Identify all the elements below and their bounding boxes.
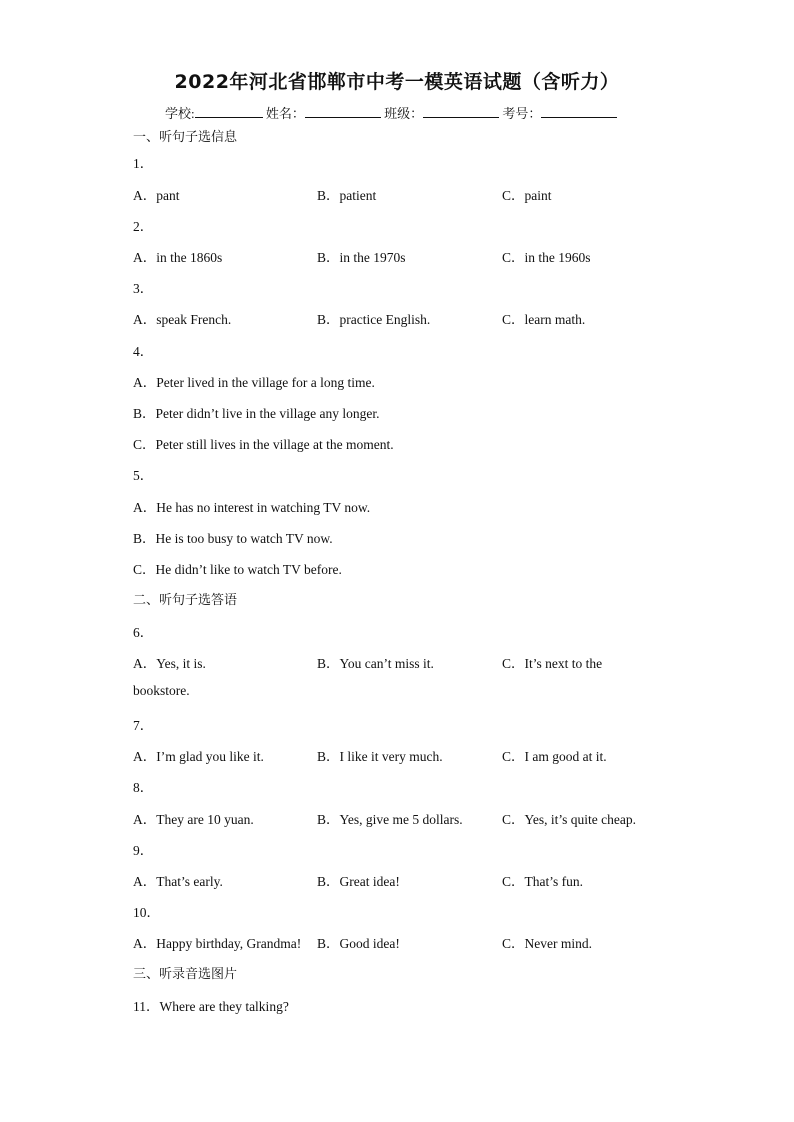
question-number: 9． [133, 843, 154, 858]
section-heading: 二、听句子选答语 [133, 593, 238, 608]
option-c: C．Yes, it’s quite cheap. [502, 812, 636, 827]
option-b: B．Great idea! [317, 874, 400, 889]
option-b: B．in the 1970s [317, 250, 406, 265]
question-number: 6． [133, 625, 154, 640]
question-text: Where are they talking? [159, 999, 289, 1014]
option-a: A．That’s early. [133, 874, 223, 889]
section-heading: 三、听录音选图片 [133, 967, 238, 982]
student-info-line [165, 103, 617, 122]
option-a: A．I’m glad you like it. [133, 749, 264, 764]
option-b: B．I like it very much. [317, 749, 443, 764]
option-b: B．Yes, give me 5 dollars. [317, 812, 463, 827]
exam-number-blank[interactable] [541, 104, 617, 118]
option-a: A．speak French. [133, 312, 232, 327]
page-title: 2022年河北省邯郸市中考一模英语试题（含听力） [174, 71, 620, 93]
option-b: B．You can’t miss it. [317, 656, 434, 671]
option-a: A．in the 1860s [133, 250, 223, 265]
option-c-continued: bookstore. [133, 683, 190, 698]
question-number: 10． [133, 905, 160, 920]
question-number: 2． [133, 219, 154, 234]
option-b: B．He is too busy to watch TV now. [133, 531, 333, 546]
option-b: B．Good idea! [317, 936, 400, 951]
option-a: A．Happy birthday, Grandma! [133, 936, 302, 951]
option-b: B．patient [317, 188, 377, 203]
option-b: B．Peter didn’t live in the village any longer. [133, 406, 380, 421]
option-c: C．Never mind. [502, 936, 592, 951]
question-number: 4． [133, 344, 154, 359]
question-number: 3． [133, 281, 154, 296]
class-label: 班级： [384, 106, 424, 121]
option-c: C．It’s next to the [502, 656, 603, 671]
class-blank[interactable] [423, 104, 499, 118]
option-c: C．I am good at it. [502, 749, 607, 764]
question-number: 1． [133, 156, 154, 171]
option-c: C．He didn’t like to watch TV before. [133, 562, 342, 577]
question-number: 7． [133, 718, 154, 733]
option-a: A．They are 10 yuan. [133, 812, 254, 827]
option-c: C．paint [502, 188, 552, 203]
question-number: 5． [133, 468, 154, 483]
option-c: C．That’s fun. [502, 874, 583, 889]
question-number: 11． [133, 999, 160, 1014]
option-a: A．pant [133, 188, 180, 203]
option-c: C．Peter still lives in the village at the moment. [133, 437, 394, 452]
question-number: 8． [133, 780, 154, 795]
school-label: 学校: [165, 106, 195, 121]
option-c: C．learn math. [502, 312, 586, 327]
name-label: 姓名： [265, 106, 305, 121]
question-item [133, 995, 289, 1015]
option-a: A．Yes, it is. [133, 656, 206, 671]
option-a: A．Peter lived in the village for a long time. [133, 375, 375, 390]
option-a: A．He has no interest in watching TV now. [133, 500, 371, 515]
exam-number-label: 考号： [502, 106, 542, 121]
option-c: C．in the 1960s [502, 250, 591, 265]
option-b: B．practice English. [317, 312, 431, 327]
name-blank[interactable] [305, 104, 381, 118]
section-heading: 一、听句子选信息 [133, 130, 238, 145]
school-blank[interactable] [195, 104, 263, 118]
